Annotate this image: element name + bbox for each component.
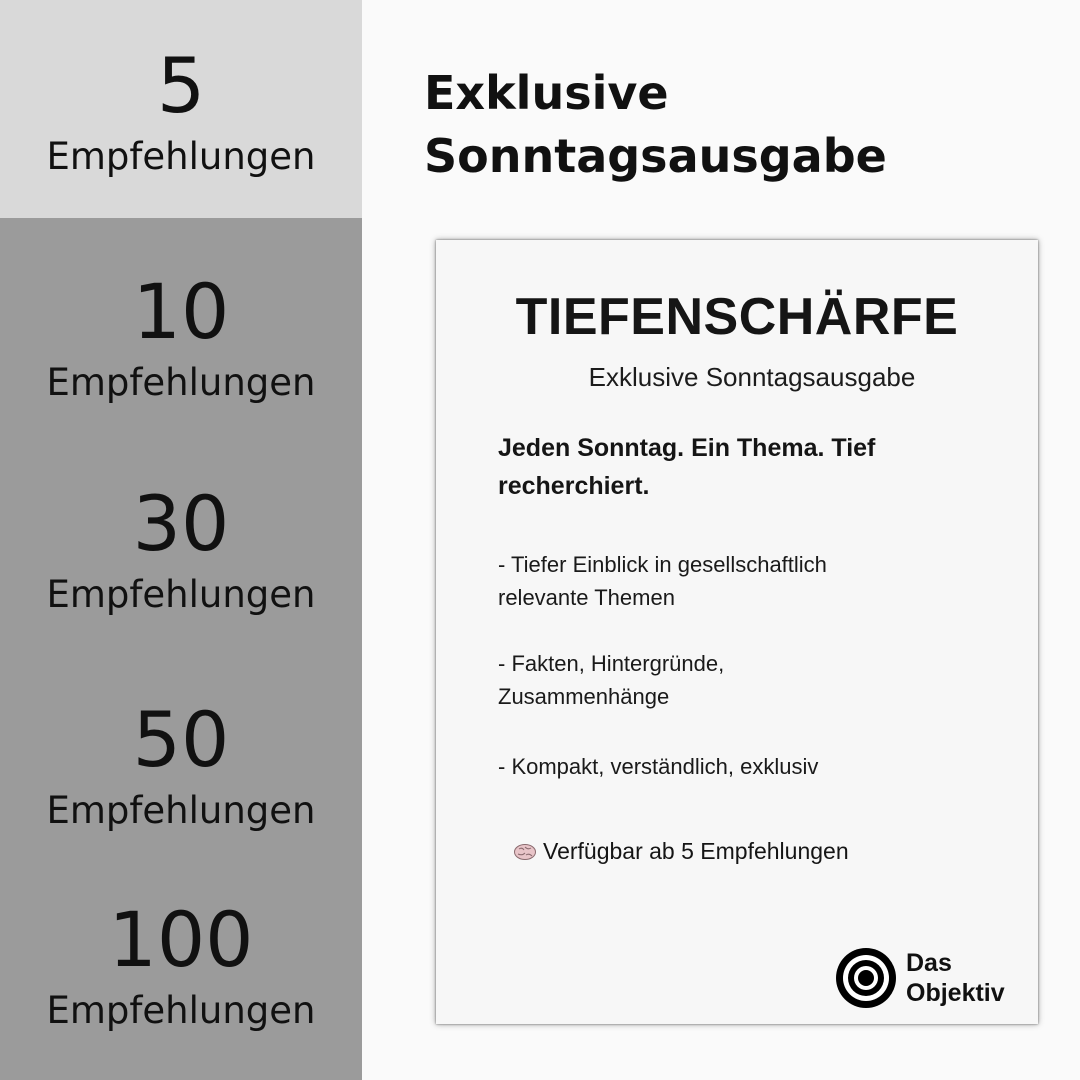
page-headline — [424, 62, 887, 189]
headline-line-2: Sonntagsausgabe — [424, 129, 887, 184]
brain-icon — [513, 843, 537, 861]
list-item: - Fakten, Hintergründe, Zusammenhänge — [498, 651, 725, 709]
tier-number: 10 — [132, 267, 230, 356]
list-item: - Tiefer Einblick in gesellschaftlich relevante Themen — [498, 552, 827, 610]
card-subtitle: Exklusive Sonntagsausgabe — [588, 362, 916, 392]
tier-50[interactable] — [0, 650, 362, 866]
card-lead-line-1: Jeden Sonntag. Ein Thema. Tief — [498, 434, 876, 462]
logo-line-2: Objektiv — [906, 979, 1005, 1007]
tier-label: Empfehlungen — [46, 573, 316, 616]
tier-5[interactable] — [0, 0, 362, 218]
tier-number: 5 — [156, 41, 206, 130]
tier-100[interactable] — [0, 866, 362, 1080]
card-lead — [498, 430, 978, 505]
logo-text — [906, 948, 1005, 1008]
tier-10[interactable] — [0, 218, 362, 434]
headline-line-1: Exklusive — [424, 66, 669, 120]
tier-column — [0, 0, 362, 1080]
tier-number: 30 — [132, 479, 230, 568]
tier-label: Empfehlungen — [46, 361, 316, 404]
tier-label: Empfehlungen — [46, 135, 316, 178]
tier-label: Empfehlungen — [46, 989, 316, 1032]
tier-label: Empfehlungen — [46, 789, 316, 832]
availability-note — [513, 838, 849, 865]
brand-logo — [834, 946, 1005, 1010]
logo-line-1: Das — [906, 949, 952, 977]
card-title: TIEFENSCHÄRFE — [515, 288, 959, 346]
availability-text: Verfügbar ab 5 Empfehlungen — [543, 838, 849, 864]
card-lead-line-2: recherchiert. — [498, 471, 650, 500]
tier-number: 100 — [108, 895, 254, 984]
lens-logo-icon — [834, 946, 898, 1010]
tier-number: 50 — [132, 695, 230, 784]
list-item: - Kompakt, verständlich, exklusiv — [498, 754, 819, 779]
tier-30[interactable] — [0, 434, 362, 650]
card-feature-list — [498, 548, 968, 816]
